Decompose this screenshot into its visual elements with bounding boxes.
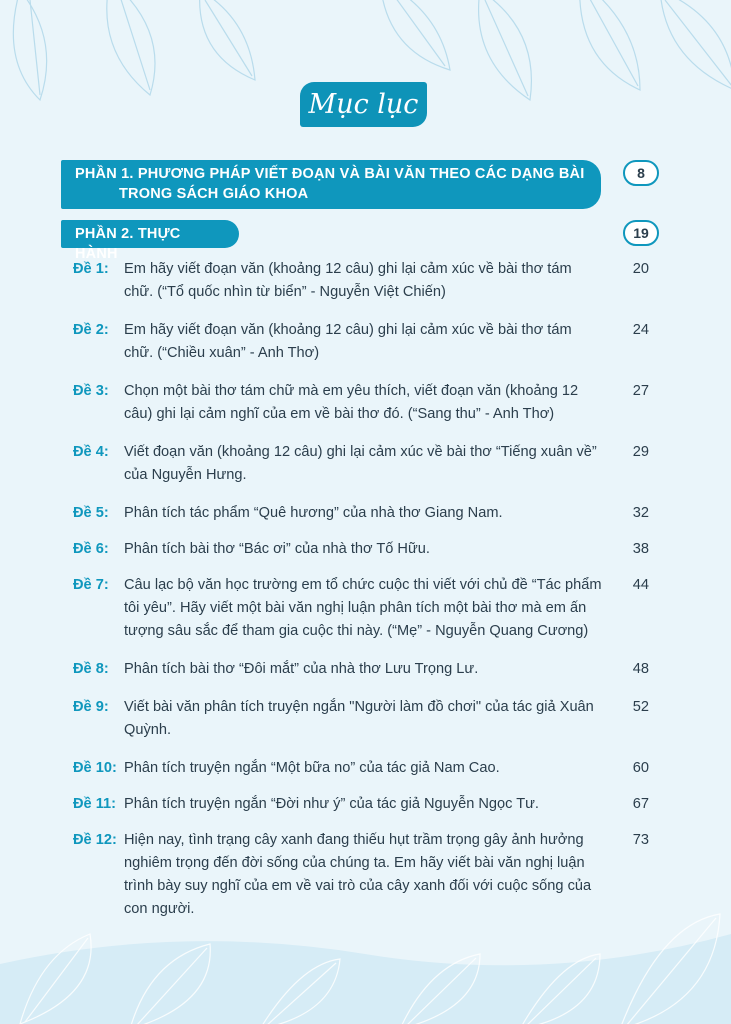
toc-entry-page: 48 [632, 661, 649, 677]
toc-entry-label: Đề 7: [73, 577, 109, 593]
toc-entry-page: 38 [632, 541, 649, 557]
toc-part-1-title-line-2: TRONG SÁCH GIÁO KHOA [119, 186, 309, 202]
toc-entry-text: Phân tích bài thơ “Bác ơi” của nhà thơ Tố Hữu. [124, 541, 430, 557]
toc-entry-12[interactable] [73, 829, 663, 921]
leaf-decoration-bottom [0, 904, 731, 1024]
toc-entry-text: Hiện nay, tình trạng cây xanh đang thiếu hụt trầm trọng gây ảnh hưởng nghiêm trọng đến đời sống của chúng ta. Em hãy viết bài văn nghị luận trình bày suy nghĩ của em về vai trò của cây xanh đối với cuộc sống của con người. [124, 832, 592, 917]
toc-entry-label: Đề 3: [73, 383, 109, 399]
toc-entry-page: 67 [632, 796, 649, 812]
toc-entry-11[interactable] [73, 793, 663, 816]
toc-part-2-page-number: 19 [623, 220, 659, 246]
toc-entry-label: Đề 9: [73, 699, 109, 715]
toc-part-2[interactable] [61, 220, 239, 262]
toc-entry-text: Viết đoạn văn (khoảng 12 câu) ghi lại cảm xúc về bài thơ “Tiếng xuân về” của Nguyễn Hưng. [124, 444, 597, 483]
toc-entry-page: 60 [632, 760, 649, 776]
toc-entry-list [73, 258, 663, 921]
toc-entry-label: Đề 11: [73, 796, 116, 812]
toc-entry-label: Đề 5: [73, 505, 109, 521]
toc-entry-label: Đề 8: [73, 661, 109, 677]
toc-entry-page: 29 [632, 444, 649, 460]
toc-part-1-page-number: 8 [623, 160, 659, 186]
page-title: Mục lục [300, 82, 427, 127]
toc-entry-text: Viết bài văn phân tích truyện ngắn "Người làm đồ chơi" của tác giả Xuân Quỳnh. [124, 699, 594, 738]
toc-entry-7[interactable] [73, 574, 663, 643]
toc-entry-page: 24 [632, 322, 649, 338]
toc-part-1-title-line-1: PHẦN 1. PHƯƠNG PHÁP VIẾT ĐOẠN VÀ BÀI VĂN THEO CÁC DẠNG BÀI [75, 166, 585, 182]
toc-entry-label: Đề 10: [73, 760, 117, 776]
toc-entry-6[interactable] [73, 538, 663, 561]
toc-entry-text: Câu lạc bộ văn học trường em tổ chức cuộc thi viết với chủ đề “Tác phẩm tôi yêu”. Hãy viết một bài văn nghị luận phân tích một bài thơ mà em ấn tượng sâu sắc để tham gia cuộc thi này. (“Mẹ” - Nguyễn Quang Cương) [124, 577, 602, 639]
toc-entry-3[interactable] [73, 380, 663, 426]
toc-entry-8[interactable] [73, 658, 663, 681]
toc-entry-4[interactable] [73, 441, 663, 487]
toc-entry-10[interactable] [73, 757, 663, 780]
toc-entry-label: Đề 4: [73, 444, 109, 460]
toc-entry-1[interactable] [73, 258, 663, 304]
toc-entry-text: Chọn một bài thơ tám chữ mà em yêu thích, viết đoạn văn (khoảng 12 câu) ghi lại cảm nghĩ của em về bài thơ đó. (“Sang thu” - Anh Thơ) [124, 383, 579, 422]
toc-entry-page: 20 [632, 261, 649, 277]
toc-entry-page: 52 [632, 699, 649, 715]
toc-entry-page: 32 [632, 505, 649, 521]
toc-entry-label: Đề 12: [73, 832, 117, 848]
toc-part-1[interactable] [61, 160, 601, 209]
toc-entry-5[interactable] [73, 502, 663, 525]
toc-entry-text: Em hãy viết đoạn văn (khoảng 12 câu) ghi lại cảm xúc về bài thơ tám chữ. (“Chiều xuân” - Anh Thơ) [124, 322, 572, 361]
toc-entry-label: Đề 6: [73, 541, 109, 557]
toc-entry-text: Em hãy viết đoạn văn (khoảng 12 câu) ghi lại cảm xúc về bài thơ tám chữ. (“Tổ quốc nhìn từ biển” - Nguyễn Việt Chiến) [124, 261, 572, 300]
toc-entry-text: Phân tích tác phẩm “Quê hương” của nhà thơ Giang Nam. [124, 505, 503, 521]
toc-entry-label: Đề 1: [73, 261, 109, 277]
toc-entry-9[interactable] [73, 696, 663, 742]
toc-entry-page: 73 [632, 832, 649, 848]
toc-entry-text: Phân tích bài thơ “Đôi mắt” của nhà thơ Lưu Trọng Lư. [124, 661, 479, 677]
toc-part-2-title: PHẦN 2. THỰC HÀNH [75, 226, 181, 262]
toc-entry-text: Phân tích truyện ngắn “Một bữa no” của tác giả Nam Cao. [124, 760, 500, 776]
toc-entry-page: 27 [632, 383, 649, 399]
toc-entry-label: Đề 2: [73, 322, 109, 338]
toc-entry-2[interactable] [73, 319, 663, 365]
toc-entry-text: Phân tích truyện ngắn “Đời như ý” của tác giả Nguyễn Ngọc Tư. [124, 796, 539, 812]
toc-entry-page: 44 [632, 577, 649, 593]
